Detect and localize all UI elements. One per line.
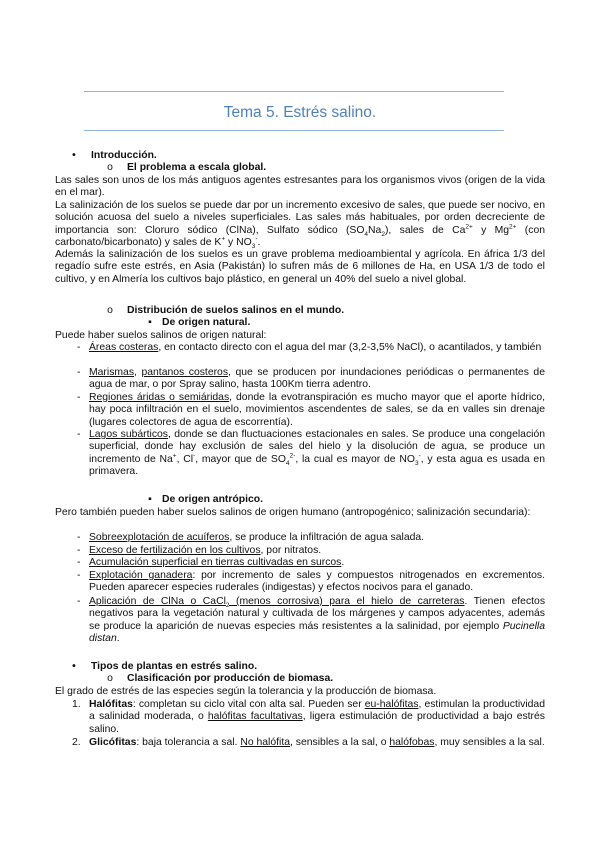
list-item-halofitas: Halófitas: completan su ciclo vital con alta sal. Pueden ser eu-halófitas, estimulan la productividad a salinidad moderada, o halófitas facultativas, ligera estimulación de productividad a bajo estrés salino. bbox=[89, 699, 545, 735]
bullet-square: ▪ bbox=[148, 317, 152, 328]
page-title: Tema 5. Estrés salino. bbox=[223, 104, 377, 121]
list-item-marismas: Marismas, pantanos costeros, que se producen por inundaciones periódicas o permanentes de agua de mar, o por Spray salino, hasta 100Km tierra adentro. bbox=[89, 367, 545, 391]
title-rule-bottom bbox=[84, 130, 504, 131]
list-dash: - bbox=[77, 570, 81, 581]
list-item-glicofitas: Glicófitas: baja tolerancia a sal. No halófita, sensibles a la sal, o halófobas, muy sensibles a la sal. bbox=[89, 737, 545, 748]
subheading-distribucion: Distribución de suelos salinos en el mundo. bbox=[127, 305, 345, 316]
tipos-intro: El grado de estrés de las especies según la tolerancia y la producción de biomasa. bbox=[55, 686, 437, 697]
title-rule-top bbox=[84, 91, 504, 92]
list-item-sobreexplotacion: Sobreexplotación de acuíferos, se produce la infiltración de agua salada. bbox=[89, 532, 425, 543]
subheading-problema-global: El problema a escala global. bbox=[127, 162, 267, 173]
list-dash: - bbox=[77, 532, 81, 543]
list-number: 1. bbox=[72, 699, 81, 710]
natural-intro: Puede haber suelos salinos de origen natural: bbox=[55, 330, 267, 341]
bullet-square: ▪ bbox=[148, 494, 152, 505]
subheading-origen-antropico: De origen antrópico. bbox=[162, 494, 264, 505]
list-dash: - bbox=[77, 557, 81, 568]
section-heading-tipos-plantas: Tipos de plantas en estrés salino. bbox=[91, 661, 258, 672]
list-item-regiones-aridas: Regiones áridas o semiáridas, donde la evotranspiración es mucho mayor que el aporte hídrico, hay poca infiltración en el suelo, movimientos ascendentes de sales, se da en valles sin drenaje (lugares colectores de agua de escorrentía). bbox=[89, 392, 545, 428]
paragraph-intro-3: Además la salinización de los suelos es un grave problema medioambiental y agrícola. En áfrica 1/3 del regadío sufre este estrés, en Asia (Pakistán) lo sufren más de 6 millones de Ha, en USA 1/3 de todo el cultivo, y en Almería los cultivos bajo plástico, en general un 40% del suelo a nivel global. bbox=[55, 249, 545, 285]
subheading-origen-natural: De origen natural. bbox=[162, 317, 251, 328]
list-number: 2. bbox=[72, 737, 81, 748]
bullet-disc: • bbox=[72, 661, 76, 672]
section-heading-introduccion: Introducción. bbox=[91, 150, 157, 161]
list-dash: - bbox=[77, 596, 81, 607]
list-item-fertilizacion: Exceso de fertilización en los cultivos, por nitratos. bbox=[89, 545, 322, 556]
list-dash: - bbox=[77, 392, 81, 403]
list-item-lagos-subarticos: Lagos subárticos, donde se dan fluctuaciones estacionales en sales. Se produce una congelación superficial, donde hay exclusión de sales del hielo y la disolución de agua, se produce un incremento de Na+, Cl-, mayor que de $SO_4^{2-}$, la cual es mayor de $NO_3^-$, y esta agua es usada en primavera. bbox=[89, 429, 545, 477]
bullet-circle: o bbox=[107, 305, 113, 316]
antropico-intro: Pero también pueden haber suelos salinos de origen humano (antropogénico; salinización secundaria): bbox=[55, 507, 531, 518]
list-dash: - bbox=[77, 367, 81, 378]
list-dash: - bbox=[77, 342, 81, 353]
list-item-aplicacion-clna: Aplicación de ClNa o CaCl$_2$ (menos corrosiva) para el hielo de carreteras. Tienen efectos negativos para la vegetación natural y cultivada de los márgenes y campos adyacentes, además se produce la aparición de nuevas especies más resistentes a la salinidad, por ejemplo Pucinella distan. bbox=[89, 596, 546, 644]
subheading-clasificacion-biomasa: Clasificación por producción de biomasa. bbox=[127, 673, 334, 684]
paragraph-intro-2: La salinización de los suelos se puede dar por un incremento excesivo de sales, que puede ser nocivo, en solución acuosa del suelo a niveles superficiales. Las sales más habituales, por orden decreciente de importancia son: Cloruro sódico (ClNa), Sulfato sódico $(SO_4Na_2)$, sales de $Ca^{2+}$ y $Mg^{2+}$ (con carbonato/bicarbonato) y sales de K+ y $NO_3^-$. bbox=[55, 200, 545, 250]
bullet-disc: • bbox=[72, 150, 76, 161]
bullet-circle: o bbox=[107, 673, 113, 684]
list-item-acumulacion: Acumulación superficial en tierras cultivadas en surcos. bbox=[89, 557, 345, 568]
list-item-areas-costeras: Áreas costeras, en contacto directo con el agua del mar (3,2-3,5% NaCl), o acantilados, y también bbox=[89, 342, 542, 353]
list-dash: - bbox=[77, 429, 81, 440]
list-dash: - bbox=[77, 545, 81, 556]
paragraph-intro-1: Las sales son unos de los más antiguos agentes estresantes para los organismos vivos (origen de la vida en el mar). bbox=[55, 175, 545, 199]
bullet-circle: o bbox=[107, 162, 113, 173]
list-item-ganadera: Explotación ganadera: por incremento de sales y compuestos nitrogenados en excrementos. Pueden aparecer especies ruderales (indigestas) y efectos nocivos para el ganado. bbox=[89, 570, 545, 594]
